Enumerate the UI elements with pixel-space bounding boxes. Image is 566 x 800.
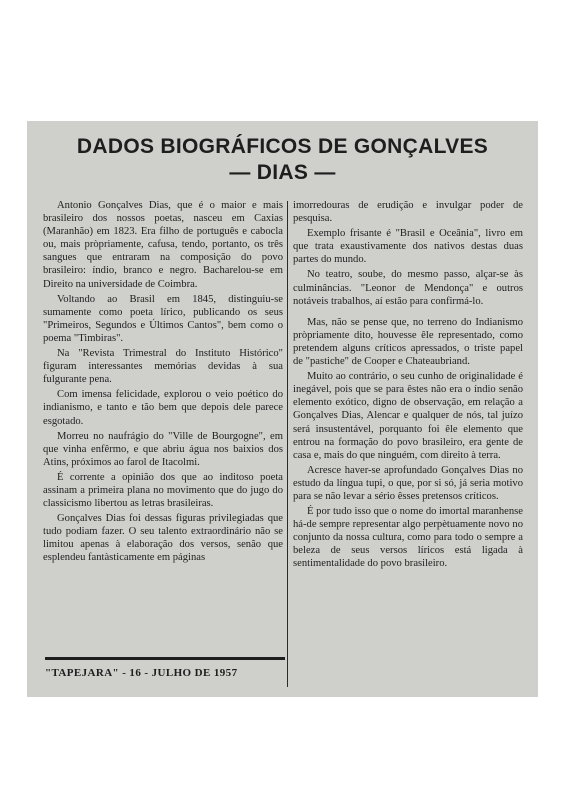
paragraph: imorredouras de erudição e invulgar poder de pesquisa. <box>293 200 523 225</box>
paragraph: É por tudo isso que o nome do imortal maranhense há-de sempre representar algo perpètuamente novo no conjunto da nossa cultura, como para todo o sempre a beleza de seus versos líricos está ligada à sentimentalidade do povo brasileiro. <box>293 506 523 570</box>
paragraph: Muito ao contrário, o seu cunho de originalidade é inegável, pois que se para êstes não era o índio senão elemento exótico, digno de observação, em relação a Gonçalves Dias, Alencar e qualquer de nós, tal juízo será insustentável, porquanto foi êle elemento que entrou na formação do povo brasileiro, era gente de casa e, mais do que ninguém, com direito à terra. <box>293 371 523 461</box>
column-divider <box>287 201 288 687</box>
newspaper-clipping <box>27 121 538 697</box>
footer-rule <box>45 657 285 660</box>
paragraph: Voltando ao Brasil em 1845, distinguiu-se sumamente como poeta lírico, publicando os seus "Primeiros, Segundos e Últimos Cantos", bem como o poema "Timbiras". <box>43 293 283 344</box>
left-column <box>43 199 283 567</box>
paragraph: Na "Revista Trimestral do Instituto Histórico" figuram interessantes memórias devidas à sua fulgurante pena. <box>43 348 283 386</box>
publication-footer: "TAPEJARA" - 16 - JULHO DE 1957 <box>45 667 238 679</box>
article-title <box>27 134 538 186</box>
paragraph: Com imensa felicidade, explorou o veio poético do indianismo, e tanto e tão bem que depois dele parece esgotado. <box>43 389 283 427</box>
paragraph: Mas, não se pense que, no terreno do Indianismo pròpriamente dito, houvesse êle representado, como pretendem alguns críticos apressados, o triste papel de "pastiche" de Cooper e Chateaubriand. <box>293 316 523 368</box>
paragraph: É corrente a opinião dos que ao inditoso poeta assinam a primeira plana no movimento que do jugo do classicismo libertou as letras brasileiras. <box>43 471 283 510</box>
right-column <box>293 199 523 573</box>
article-title-line-2: — DIAS — <box>229 161 336 184</box>
paragraph: Gonçalves Dias foi dessas figuras privilegiadas que tudo podiam fazer. O seu talento extraordinário não se limitou apenas à elaboração dos versos, senão que esplendeu fantàsticamente em páginas <box>43 513 283 564</box>
paragraph: No teatro, soube, do mesmo passo, alçar-se às culminâncias. "Leonor de Mendonça" e outros notáveis trabalhos, aí estão para confirmá-lo. <box>293 269 523 307</box>
paragraph: Morreu no naufrágio do "Ville de Bourgogne", em que vinha enfêrmo, e que abriu água nos baixios dos Atins, próximos ao farol de Itacolmi. <box>43 430 283 468</box>
paragraph: Exemplo frisante é "Brasil e Oceânia", livro em que trata exaustivamente dos nativos destas duas partes do mundo. <box>293 228 523 266</box>
article-title-line-1: DADOS BIOGRÁFICOS DE GONÇALVES <box>76 135 489 158</box>
paragraph: Acresce haver-se aprofundado Gonçalves Dias no estudo da língua tupi, o que, por si só, já seria motivo para se não levar a sério êsses pretensos críticos. <box>293 464 523 502</box>
paragraph: Antonio Gonçalves Dias, que é o maior e mais brasileiro dos nossos poetas, nasceu em Caxias (Maranhão) em 1823. Era filho de português e cabocla ou, mais pròpriamente, cafusa, tendo, portanto, os três sangues que entraram na composição do povo brasileiro: índio, branco e negro. Bacharelou-se em Direito na universidade de Coimbra. <box>43 200 283 290</box>
